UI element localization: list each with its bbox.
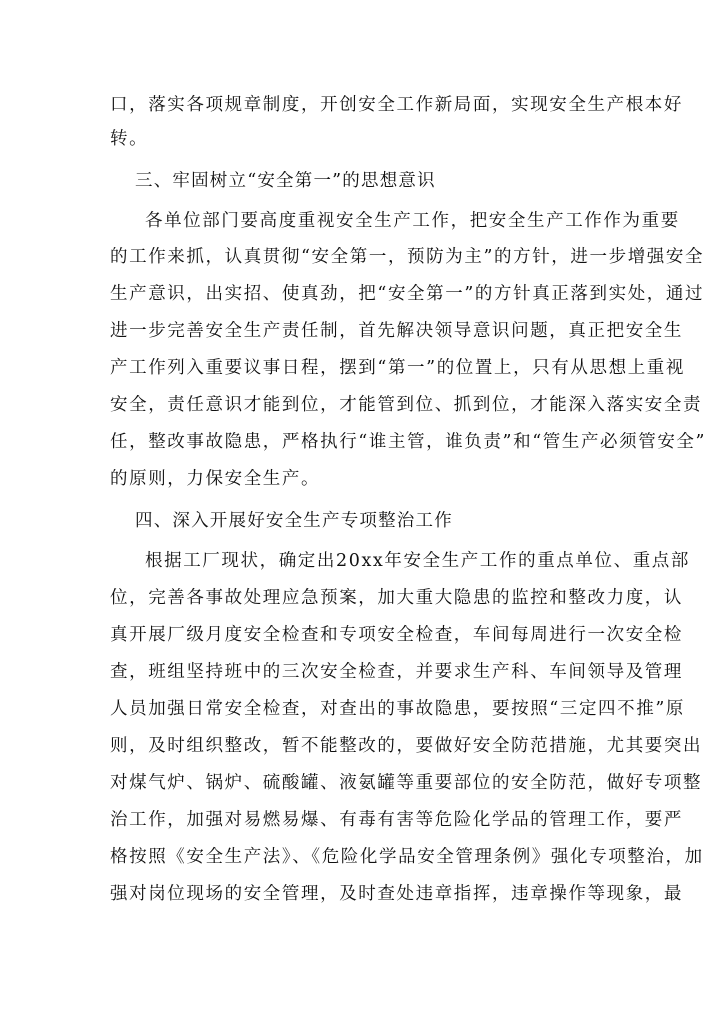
paragraph-line: 各单位部门要高度重视安全生产工作，把安全生产工作作为重要 xyxy=(145,211,680,231)
paragraph-line: 人员加强日常安全检查，对查出的事故隐患，要按照“三定四不推”原 xyxy=(110,699,685,719)
section-heading: 四、深入开展好安全生产专项整治工作 xyxy=(135,511,453,531)
paragraph-line: 安全，责任意识才能到位，才能管到位、抓到位，才能深入落实安全责 xyxy=(110,395,703,415)
paragraph-line: 则，及时组织整改，暂不能整改的，要做好安全防范措施，尤其要突出 xyxy=(110,736,703,756)
section-heading: 三、牢固树立“安全第一”的思想意识 xyxy=(135,171,436,191)
paragraph-line: 查，班组坚持班中的三次安全检查，并要求生产科、车间领导及管理 xyxy=(110,662,683,682)
paragraph-line: 真开展厂级月度安全检查和专项安全检查，车间每周进行一次安全检 xyxy=(110,625,683,645)
paragraph-line: 口，落实各项规章制度，开创安全工作新局面，实现安全生产根本好 xyxy=(110,95,683,115)
paragraph-line: 产工作列入重要议事日程，摆到“第一”的位置上，只有从思想上重视 xyxy=(110,358,685,378)
paragraph-line: 治工作，加强对易燃易爆、有毒有害等危险化学品的管理工作，要严 xyxy=(110,810,683,830)
paragraph-line: 对煤气炉、锅炉、硫酸罐、液氨罐等重要部位的安全防范，做好专项整 xyxy=(110,773,703,793)
paragraph-line: 根据工厂现状，确定出20xx年安全生产工作的重点单位、重点部 xyxy=(145,551,691,571)
paragraph-line: 格按照《安全生产法》、《危险化学品安全管理条例》强化专项整治，加 xyxy=(110,847,704,867)
paragraph-line: 进一步完善安全生产责任制，首先解决领导意识问题，真正把安全生 xyxy=(110,321,683,341)
paragraph-line: 强对岗位现场的安全管理，及时查处违章指挥，违章操作等现象，最 xyxy=(110,884,683,904)
paragraph-line: 位，完善各事故处理应急预案，加大重大隐患的监控和整改力度，认 xyxy=(110,588,683,608)
paragraph-line: 转。 xyxy=(110,129,149,149)
paragraph-line: 任，整改事故隐患，严格执行“谁主管，谁负责”和“管生产必须管安全” xyxy=(110,432,707,452)
paragraph-line: 生产意识，出实招、使真劲，把“安全第一”的方针真正落到实处，通过 xyxy=(110,284,705,304)
paragraph-line: 的工作来抓，认真贯彻“安全第一，预防为主”的方针，进一步增强安全 xyxy=(110,247,705,267)
paragraph-line: 的原则，力保安全生产。 xyxy=(110,469,321,489)
